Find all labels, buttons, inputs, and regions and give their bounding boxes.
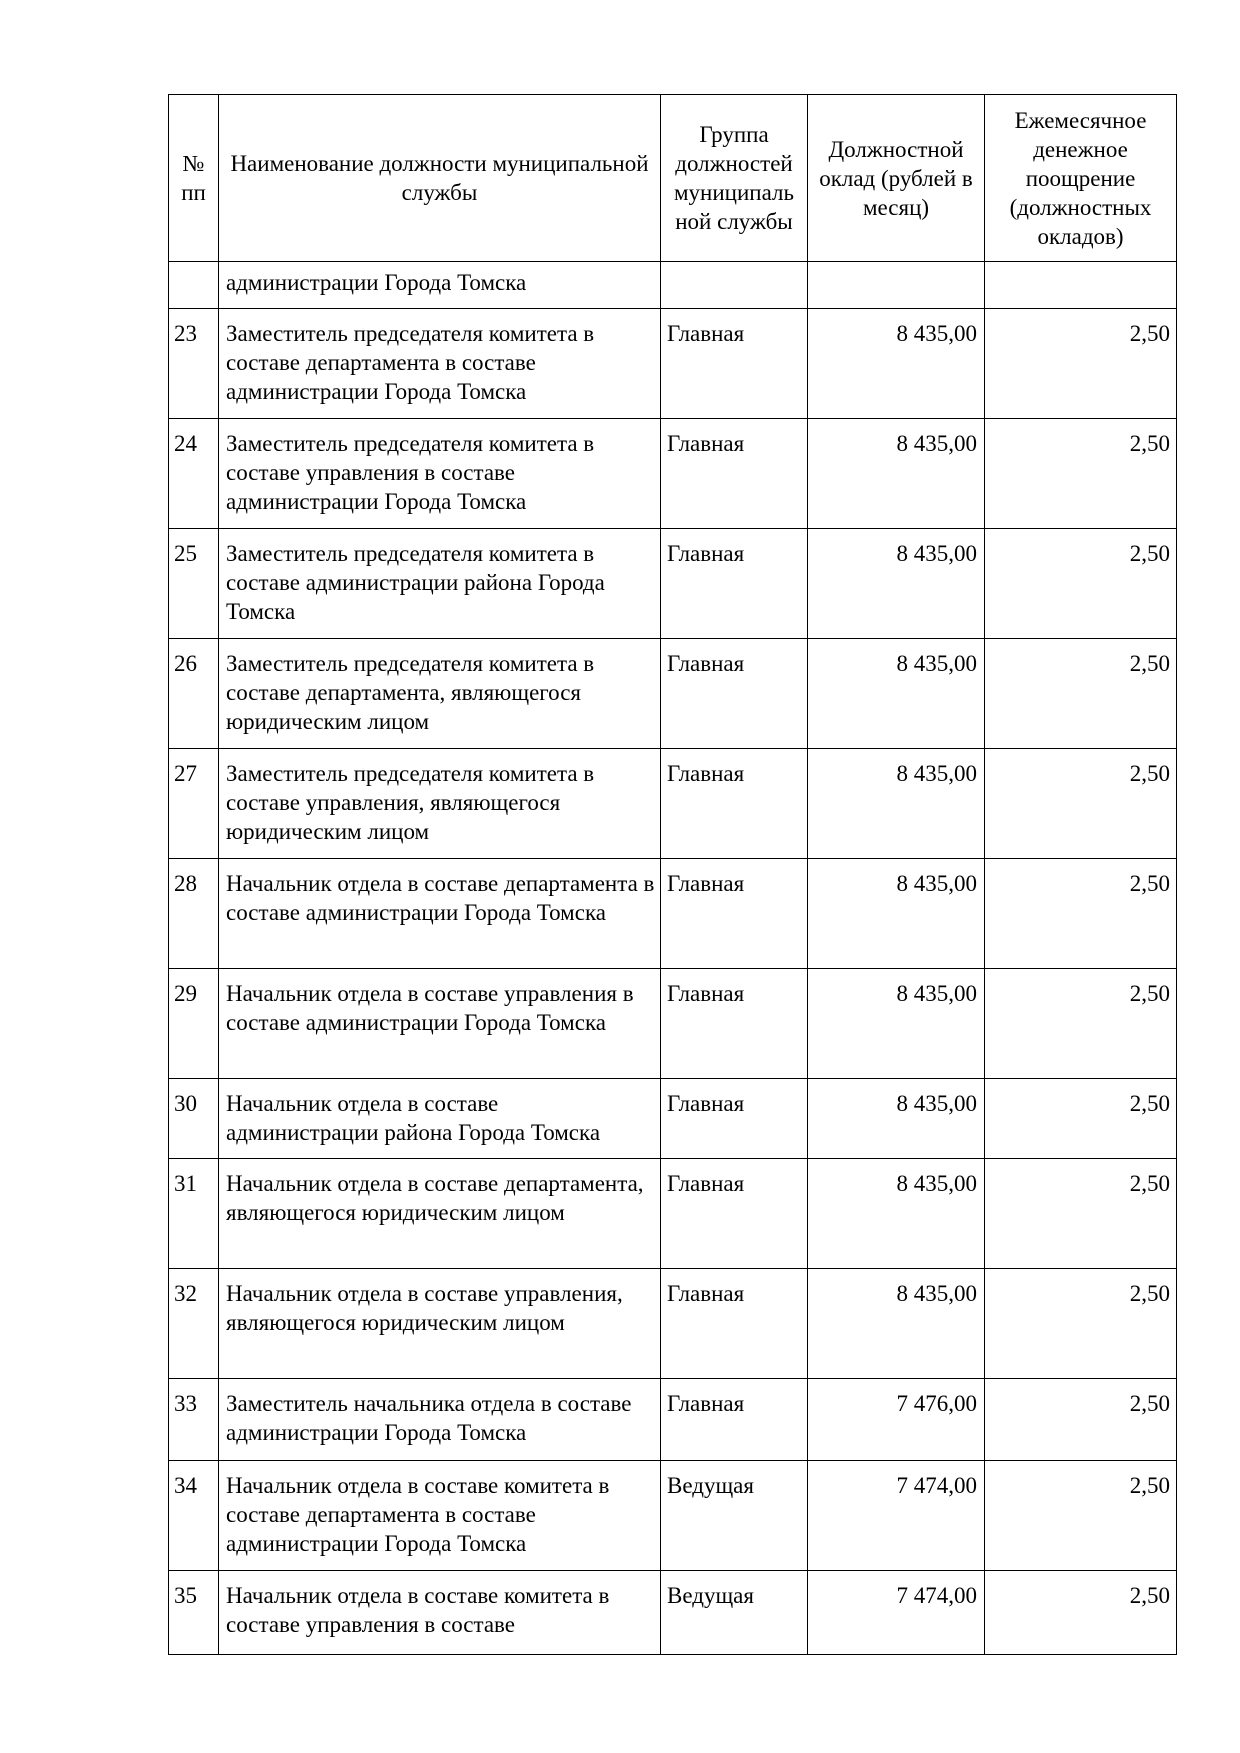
table-row <box>169 1269 1177 1379</box>
table-row <box>169 639 1177 749</box>
cell-num: 35 <box>169 1571 219 1655</box>
cell-position-name: Начальник отдела в составе администрации района Города Томска <box>219 1079 661 1159</box>
cell-num: 31 <box>169 1159 219 1269</box>
table-row <box>169 1571 1177 1655</box>
cell-num: 23 <box>169 309 219 419</box>
cell-position-name: Заместитель председателя комитета в составе администрации района Города Томска <box>219 529 661 639</box>
cell-monthly-bonus: 2,50 <box>985 309 1177 419</box>
cell-position-group: Главная <box>661 1379 808 1461</box>
table-row <box>169 859 1177 969</box>
cell-monthly-bonus: 2,50 <box>985 1079 1177 1159</box>
cell-salary: 8 435,00 <box>808 1269 985 1379</box>
cell-position-name: Начальник отдела в составе управления, являющегося юридическим лицом <box>219 1269 661 1379</box>
cell-monthly-bonus: 2,50 <box>985 529 1177 639</box>
cell-position-name: Заместитель председателя комитета в составе управления в составе администрации Города Томска <box>219 419 661 529</box>
cell-num: 29 <box>169 969 219 1079</box>
cell-num: 28 <box>169 859 219 969</box>
table-row <box>169 749 1177 859</box>
cell-position-name: Заместитель председателя комитета в составе департамента в составе администрации Города Томска <box>219 309 661 419</box>
header-monthly-bonus: Ежемесячное денежное поощрение (должностных окладов) <box>985 95 1177 262</box>
header-salary: Должностной оклад (рублей в месяц) <box>808 95 985 262</box>
header-position-name: Наименование должности муниципальной службы <box>219 95 661 262</box>
cell-position-group: Главная <box>661 749 808 859</box>
cell-salary: 8 435,00 <box>808 1159 985 1269</box>
cell-position-group: Главная <box>661 969 808 1079</box>
cell-num: 24 <box>169 419 219 529</box>
cell-salary: 8 435,00 <box>808 749 985 859</box>
cell-position-group: Главная <box>661 859 808 969</box>
cell-monthly-bonus: 2,50 <box>985 639 1177 749</box>
header-num: № пп <box>169 95 219 262</box>
cell-monthly-bonus: 2,50 <box>985 859 1177 969</box>
cell-salary: 7 476,00 <box>808 1379 985 1461</box>
cell-monthly-bonus: 2,50 <box>985 1159 1177 1269</box>
table-row <box>169 1159 1177 1269</box>
cell-position-name: Начальник отдела в составе комитета в составе управления в составе <box>219 1571 661 1655</box>
cell-position-name: Начальник отдела в составе управления в составе администрации Города Томска <box>219 969 661 1079</box>
cell-position-group: Главная <box>661 1159 808 1269</box>
cell-position-group: Ведущая <box>661 1461 808 1571</box>
cell-salary: 7 474,00 <box>808 1571 985 1655</box>
cell-num: 25 <box>169 529 219 639</box>
cell-num: 33 <box>169 1379 219 1461</box>
cell-salary: 7 474,00 <box>808 1461 985 1571</box>
table-row <box>169 969 1177 1079</box>
cell-num <box>169 262 219 309</box>
header-position-group: Группа должностей муниципаль ной службы <box>661 95 808 262</box>
cell-num: 27 <box>169 749 219 859</box>
cell-position-name: Заместитель председателя комитета в составе управления, являющегося юридическим лицом <box>219 749 661 859</box>
table-row-continuation <box>169 262 1177 309</box>
cell-monthly-bonus: 2,50 <box>985 969 1177 1079</box>
table-row <box>169 1379 1177 1461</box>
cell-monthly-bonus: 2,50 <box>985 1571 1177 1655</box>
cell-salary: 8 435,00 <box>808 309 985 419</box>
cell-position-name: администрации Города Томска <box>219 262 661 309</box>
table-row <box>169 1461 1177 1571</box>
cell-salary: 8 435,00 <box>808 639 985 749</box>
cell-position-name: Начальник отдела в составе департамента в составе администрации Города Томска <box>219 859 661 969</box>
cell-salary: 8 435,00 <box>808 969 985 1079</box>
cell-position-group: Главная <box>661 419 808 529</box>
cell-num: 32 <box>169 1269 219 1379</box>
cell-num: 34 <box>169 1461 219 1571</box>
cell-position-name: Начальник отдела в составе комитета в составе департамента в составе администрации Города Томска <box>219 1461 661 1571</box>
cell-position-group: Ведущая <box>661 1571 808 1655</box>
cell-monthly-bonus: 2,50 <box>985 749 1177 859</box>
cell-salary: 8 435,00 <box>808 419 985 529</box>
cell-salary: 8 435,00 <box>808 1079 985 1159</box>
cell-monthly-bonus: 2,50 <box>985 1269 1177 1379</box>
table-row <box>169 529 1177 639</box>
table-body <box>169 262 1177 1655</box>
table-row <box>169 419 1177 529</box>
salary-table <box>168 94 1177 1655</box>
cell-salary <box>808 262 985 309</box>
table-header <box>169 95 1177 262</box>
cell-monthly-bonus: 2,50 <box>985 419 1177 529</box>
cell-position-group: Главная <box>661 639 808 749</box>
cell-position-name: Начальник отдела в составе департамента, являющегося юридическим лицом <box>219 1159 661 1269</box>
cell-num: 26 <box>169 639 219 749</box>
cell-monthly-bonus: 2,50 <box>985 1461 1177 1571</box>
cell-monthly-bonus: 2,50 <box>985 1379 1177 1461</box>
table-row <box>169 1079 1177 1159</box>
cell-position-group <box>661 262 808 309</box>
cell-position-name: Заместитель начальника отдела в составе администрации Города Томска <box>219 1379 661 1461</box>
cell-monthly-bonus <box>985 262 1177 309</box>
table-row <box>169 309 1177 419</box>
cell-num: 30 <box>169 1079 219 1159</box>
cell-position-name: Заместитель председателя комитета в составе департамента, являющегося юридическим лицом <box>219 639 661 749</box>
cell-salary: 8 435,00 <box>808 859 985 969</box>
cell-position-group: Главная <box>661 1269 808 1379</box>
cell-salary: 8 435,00 <box>808 529 985 639</box>
cell-position-group: Главная <box>661 1079 808 1159</box>
cell-position-group: Главная <box>661 529 808 639</box>
cell-position-group: Главная <box>661 309 808 419</box>
